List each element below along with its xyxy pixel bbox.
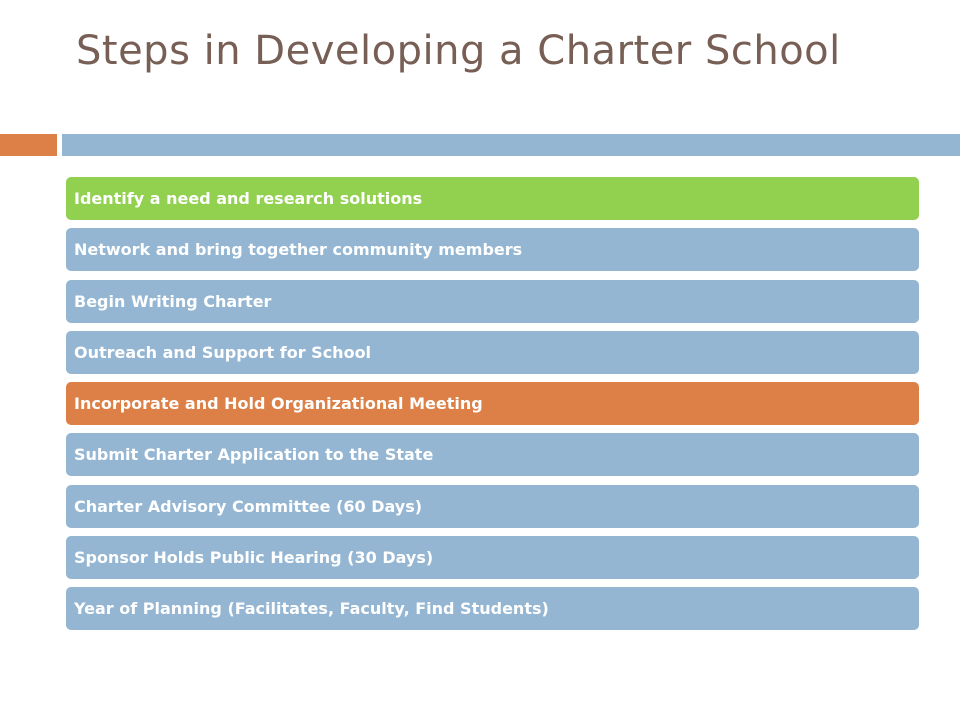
step-label: Year of Planning (Facilitates, Faculty, Find Students)	[74, 599, 549, 618]
step-bar	[66, 587, 919, 630]
step-bar	[66, 536, 919, 579]
step-label: Identify a need and research solutions	[74, 189, 423, 208]
step-bar	[66, 382, 919, 425]
step-label: Charter Advisory Committee (60 Days)	[74, 496, 423, 516]
step-label: Outreach and Support for School	[74, 342, 372, 362]
step-bar	[66, 280, 919, 323]
step-bar	[66, 228, 919, 271]
step-label: Submit Charter Application to the State	[74, 445, 434, 465]
steps-list	[66, 177, 919, 638]
step-label: Sponsor Holds Public Hearing (30 Days)	[74, 547, 434, 567]
step-label: Begin Writing Charter	[74, 291, 272, 311]
step-bar	[66, 433, 919, 476]
accent-bar-left	[0, 134, 57, 156]
step-bar	[66, 331, 919, 374]
slide-title: Steps in Developing a Charter School	[76, 28, 841, 74]
step-bar	[66, 177, 919, 220]
step-label: Incorporate and Hold Organizational Meeting	[74, 394, 483, 413]
accent-bar-right	[62, 134, 960, 156]
step-bar	[66, 485, 919, 528]
step-label: Network and bring together community members	[74, 240, 523, 260]
